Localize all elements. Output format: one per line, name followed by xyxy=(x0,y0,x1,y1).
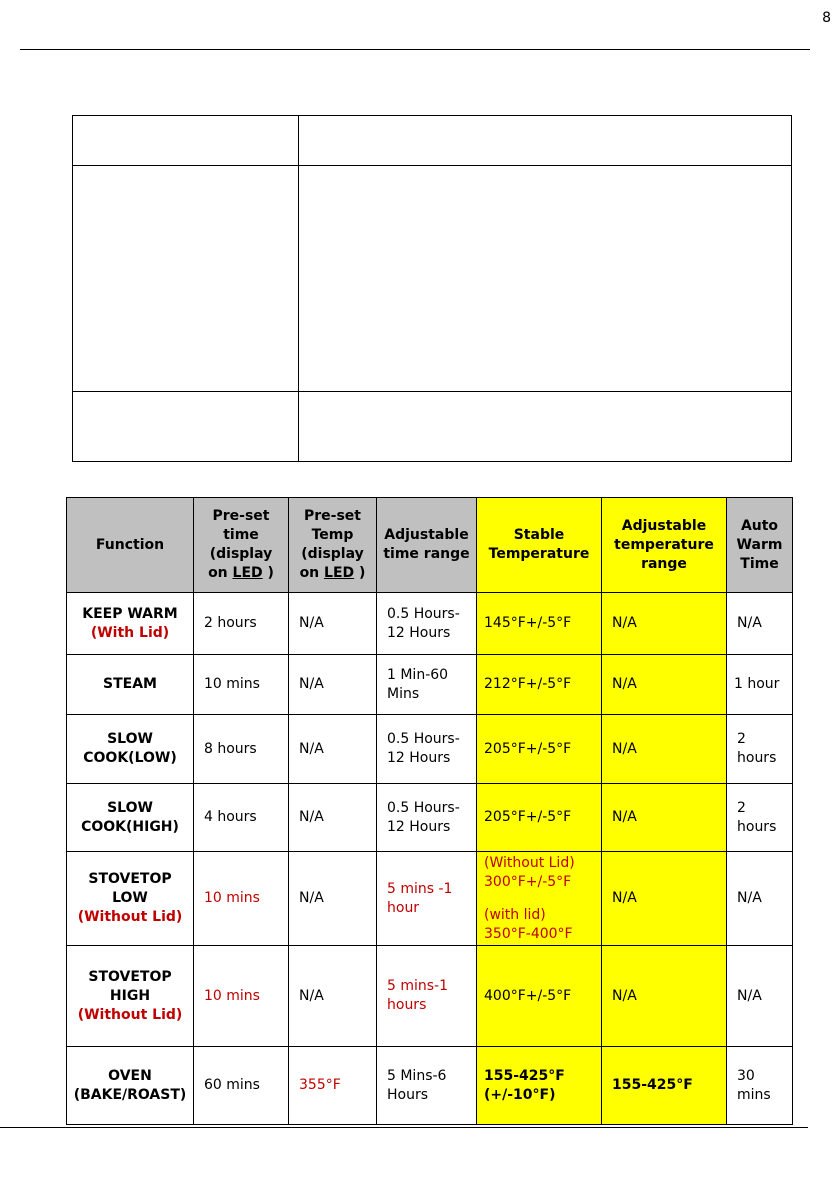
preset-temp-cell: N/A xyxy=(289,946,377,1047)
function-cell: SLOW COOK(HIGH) xyxy=(67,784,194,852)
adjustable-temp-cell: 155-425°F xyxy=(602,1047,727,1125)
preset-temp-cell: N/A xyxy=(289,852,377,946)
page-number: 8 xyxy=(822,10,831,26)
preset-temp-cell: N/A xyxy=(289,593,377,655)
header-rule xyxy=(20,49,810,50)
spec-cell xyxy=(73,392,299,462)
preset-temp-cell: N/A xyxy=(289,784,377,852)
spec-cell xyxy=(299,166,792,392)
stable-temp-cell: 400°F+/-5°F xyxy=(477,946,602,1047)
spec-table xyxy=(72,115,792,462)
header-adjustable-time: Adjustable time range xyxy=(377,498,477,593)
table-row xyxy=(67,946,793,1047)
header-function: Function xyxy=(67,498,194,593)
function-cell: OVEN (BAKE/ROAST) xyxy=(67,1047,194,1125)
header-adjustable-temp: Adjustable temperature range xyxy=(602,498,727,593)
table-row xyxy=(67,1047,793,1125)
adjustable-time-cell: 5 mins -1 hour xyxy=(377,852,477,946)
auto-warm-cell: 30 mins xyxy=(727,1047,793,1125)
preset-time-cell: 60 mins xyxy=(194,1047,289,1125)
adjustable-temp-cell: N/A xyxy=(602,655,727,715)
preset-temp-cell: 355°F xyxy=(289,1047,377,1125)
preset-temp-cell: N/A xyxy=(289,715,377,784)
function-cell: STEAM xyxy=(67,655,194,715)
preset-time-cell: 2 hours xyxy=(194,593,289,655)
spec-cell xyxy=(299,392,792,462)
auto-warm-cell: N/A xyxy=(727,852,793,946)
adjustable-time-cell: 5 mins-1 hours xyxy=(377,946,477,1047)
spec-cell xyxy=(73,116,299,166)
stable-temp-cell: 205°F+/-5°F xyxy=(477,715,602,784)
adjustable-time-cell: 1 Min-60 Mins xyxy=(377,655,477,715)
header-preset-temp: Pre-set Temp (display on LED ) xyxy=(289,498,377,593)
function-cell: STOVETOP HIGH (Without Lid) xyxy=(67,946,194,1047)
auto-warm-cell: N/A xyxy=(727,946,793,1047)
preset-time-cell: 10 mins xyxy=(194,946,289,1047)
table-row xyxy=(67,715,793,784)
function-cell: STOVETOP LOW (Without Lid) xyxy=(67,852,194,946)
auto-warm-cell: N/A xyxy=(727,593,793,655)
table-row xyxy=(67,655,793,715)
auto-warm-cell: 1 hour xyxy=(727,655,793,715)
adjustable-temp-cell: N/A xyxy=(602,784,727,852)
table-row xyxy=(67,852,793,946)
preset-time-cell: 10 mins xyxy=(194,852,289,946)
stable-temp-cell: 145°F+/-5°F xyxy=(477,593,602,655)
adjustable-time-cell: 0.5 Hours- 12 Hours xyxy=(377,715,477,784)
preset-time-cell: 10 mins xyxy=(194,655,289,715)
adjustable-time-cell: 5 Mins-6 Hours xyxy=(377,1047,477,1125)
table-row xyxy=(67,593,793,655)
header-auto-warm: Auto Warm Time xyxy=(727,498,793,593)
function-table xyxy=(66,497,793,1125)
adjustable-time-cell: 0.5 Hours- 12 Hours xyxy=(377,784,477,852)
preset-temp-cell: N/A xyxy=(289,655,377,715)
adjustable-temp-cell: N/A xyxy=(602,715,727,784)
adjustable-temp-cell: N/A xyxy=(602,593,727,655)
footer-rule xyxy=(0,1127,808,1128)
header-row xyxy=(67,498,793,593)
adjustable-temp-cell: N/A xyxy=(602,946,727,1047)
stable-temp-cell: 205°F+/-5°F xyxy=(477,784,602,852)
adjustable-temp-cell: N/A xyxy=(602,852,727,946)
spec-cell xyxy=(73,166,299,392)
table-row xyxy=(67,784,793,852)
function-cell: SLOW COOK(LOW) xyxy=(67,715,194,784)
stable-temp-cell: 212°F+/-5°F xyxy=(477,655,602,715)
preset-time-cell: 8 hours xyxy=(194,715,289,784)
stable-temp-cell: 155-425°F (+/-10°F) xyxy=(477,1047,602,1125)
header-stable-temp: Stable Temperature xyxy=(477,498,602,593)
header-preset-time: Pre-set time (display on LED ) xyxy=(194,498,289,593)
stable-temp-cell: (Without Lid) 300°F+/-5°F (with lid) 350°F-400°F xyxy=(477,852,602,946)
auto-warm-cell: 2 hours xyxy=(727,784,793,852)
auto-warm-cell: 2 hours xyxy=(727,715,793,784)
adjustable-time-cell: 0.5 Hours- 12 Hours xyxy=(377,593,477,655)
preset-time-cell: 4 hours xyxy=(194,784,289,852)
spec-cell xyxy=(299,116,792,166)
function-cell: KEEP WARM (With Lid) xyxy=(67,593,194,655)
